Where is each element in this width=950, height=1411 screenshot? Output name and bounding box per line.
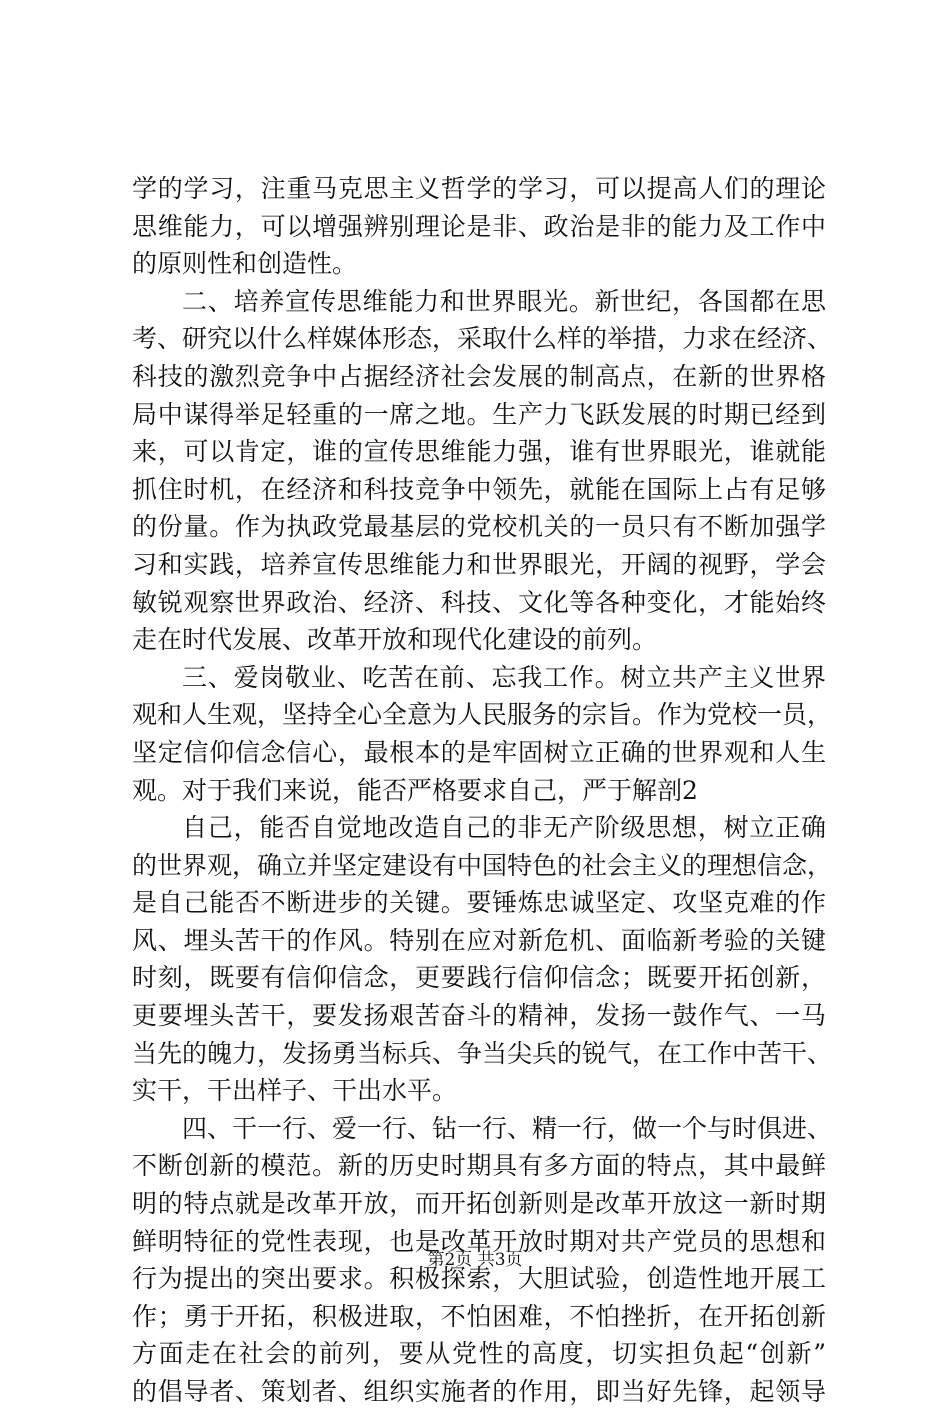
paragraph <box>132 170 826 283</box>
text-line: 抓住时机，在经济和科技竞争中领先，就能在国际上占有足够 <box>132 474 826 504</box>
text-line: 科技的激烈竞争中占据经济社会发展的制高点，在新的世界格 <box>132 361 826 391</box>
text-line: 四、干一行、爱一行、钻一行、精一行，做一个与时俱进、 <box>182 1113 833 1143</box>
document-body <box>132 170 833 1411</box>
text-line: 走在时代发展、改革开放和现代化建设的前列。 <box>132 625 658 655</box>
text-line: 风、埋头苦干的作风。特别在应对新危机、面临新考验的关键 <box>132 925 826 955</box>
text-line: 的份量。作为执政党最基层的党校机关的一员只有不断加强学 <box>132 512 826 542</box>
text-line: 方面走在社会的前列，要从党性的高度，切实担负起“创新” <box>132 1339 826 1369</box>
page-footer: 第2页 共3页 <box>427 1250 523 1270</box>
text-line: 局中谋得举足轻重的一席之地。生产力飞跃发展的时期已经到 <box>132 399 826 429</box>
text-line: 鲜明特征的党性表现，也是改革开放时期对共产党员的思想和 <box>132 1226 826 1256</box>
text-line: 时刻，既要有信仰信念，更要践行信仰信念；既要开拓创新， <box>132 963 826 993</box>
text-line: 实干，干出样子、干出水平。 <box>132 1076 458 1106</box>
text-line: 思维能力，可以增强辨别理论是非、政治是非的能力及工作中 <box>132 211 826 241</box>
text-line: 三、爱岗敬业、吃苦在前、忘我工作。树立共产主义世界 <box>182 662 826 692</box>
text-line: 习和实践，培养宣传思维能力和世界眼光，开阔的视野，学会 <box>132 549 826 579</box>
text-line: 学的学习，注重马克思主义哲学的学习，可以提高人们的理论 <box>132 174 826 203</box>
paragraph <box>132 809 833 1110</box>
text-line: 当先的魄力，发扬勇当标兵、争当尖兵的锐气，在工作中苦干、 <box>132 1038 833 1068</box>
text-line: 作；勇于开拓，积极进取，不怕困难，不怕挫折，在开拓创新 <box>132 1301 826 1331</box>
text-line: 是自己能否不断进步的关键。要锤炼忠诚坚定、攻坚克难的作 <box>132 888 826 918</box>
text-line: 的倡导者、策划者、组织实施者的作用，即当好先锋，起领导 <box>132 1377 826 1406</box>
text-line: 更要埋头苦干，要发扬艰苦奋斗的精神，发扬一鼓作气、一马 <box>132 1001 826 1031</box>
text-line: 来，可以肯定，谁的宣传思维能力强，谁有世界眼光，谁就能 <box>132 437 826 467</box>
text-line: 的世界观，确立并坚定建设有中国特色的社会主义的理想信念， <box>132 850 833 880</box>
text-line: 观和人生观，坚持全心全意为人民服务的宗旨。作为党校一员， <box>132 700 833 730</box>
text-line: 明的特点就是改革开放，而开拓创新则是改革开放这一新时期 <box>132 1189 826 1219</box>
text-line: 考、研究以什么样媒体形态，采取什么样的举措，力求在经济、 <box>132 324 833 354</box>
text-line: 观。对于我们来说，能否严格要求自己，严于解剖2 <box>132 775 698 805</box>
text-line: 坚定信仰信念信心，最根本的是牢固树立正确的世界观和人生 <box>132 737 826 767</box>
paragraph <box>132 283 833 659</box>
text-line: 自己，能否自觉地改造自己的非无产阶级思想，树立正确 <box>182 813 826 843</box>
paragraph <box>132 659 833 809</box>
text-line: 二、培养宣传思维能力和世界眼光。新世纪，各国都在思 <box>182 286 826 316</box>
text-line: 敏锐观察世界政治、经济、科技、文化等各种变化，才能始终 <box>132 587 826 617</box>
text-line: 不断创新的模范。新的历史时期具有多方面的特点，其中最鲜 <box>132 1151 826 1181</box>
text-line: 的原则性和创造性。 <box>132 249 358 279</box>
text-line: 行为提出的突出要求。积极探索，大胆试验，创造性地开展工 <box>132 1264 826 1294</box>
